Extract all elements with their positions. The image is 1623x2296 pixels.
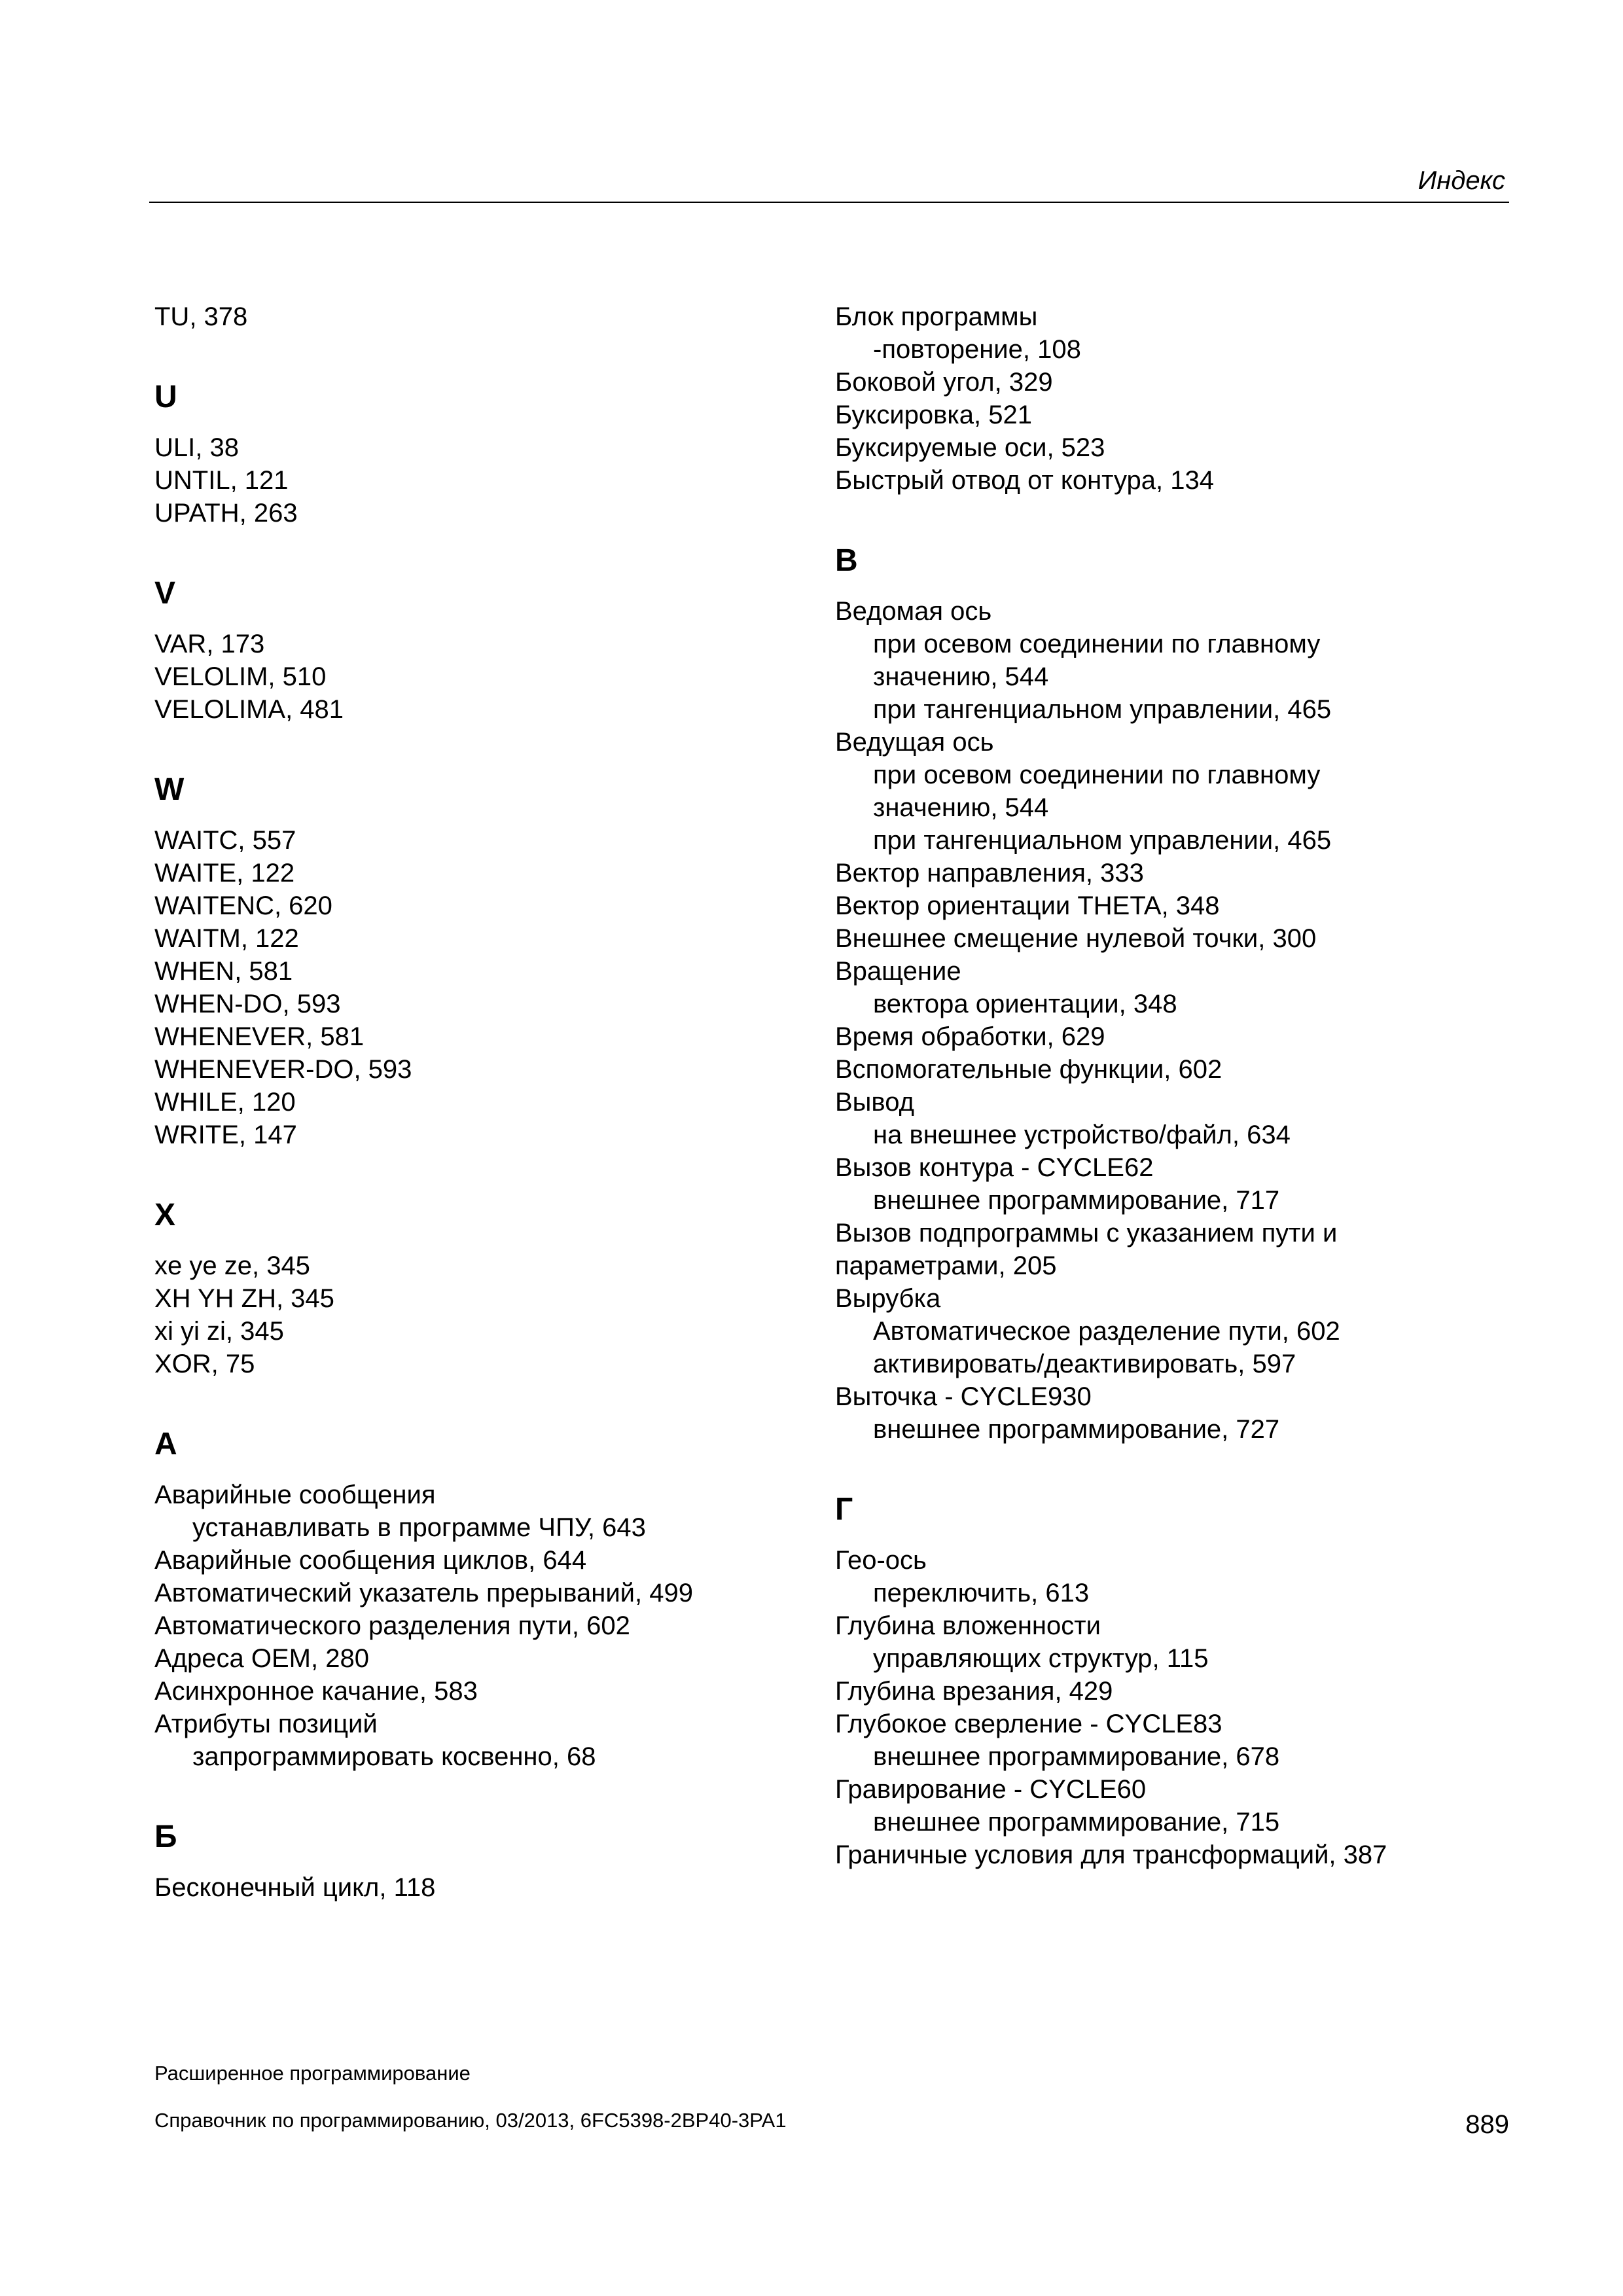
index-entry: Адреса OEM, 280	[154, 1644, 369, 1673]
index-entry: Аварийные сообщения циклов, 644	[154, 1546, 587, 1575]
index-subentry: при тангенциальном управлении, 465	[873, 826, 1332, 855]
page-number: 889	[1465, 2110, 1509, 2139]
index-entry: WHENEVER, 581	[154, 1022, 365, 1051]
index-subentry: Автоматическое разделение пути, 602	[873, 1317, 1340, 1346]
index-subentry: при тангенциальном управлении, 465	[873, 695, 1332, 724]
index-subentry: переключить, 613	[873, 1579, 1090, 1607]
index-subentry: внешнее программирование, 715	[873, 1808, 1280, 1837]
index-entry: Граничные условия для трансформаций, 387	[835, 1840, 1387, 1869]
index-entry: Вырубка	[835, 1284, 941, 1313]
index-entry: Вектор ориентации THETA, 348	[835, 891, 1220, 920]
index-entry: Атрибуты позиций	[154, 1710, 378, 1738]
index-subentry: внешнее программирование, 717	[873, 1186, 1280, 1215]
index-subentry: при осевом соединении по главному	[873, 630, 1321, 658]
index-entry: VAR, 173	[154, 630, 265, 658]
index-entry: xe ye ze, 345	[154, 1251, 310, 1280]
index-subentry: при осевом соединении по главному	[873, 761, 1321, 789]
index-entry: WHEN-DO, 593	[154, 990, 341, 1018]
index-entry: WHENEVER-DO, 593	[154, 1055, 412, 1084]
footer-document-title: Расширенное программирование	[154, 2062, 471, 2085]
index-subentry: на внешнее устройство/файл, 634	[873, 1121, 1291, 1149]
index-entry: Быстрый отвод от контура, 134	[835, 466, 1214, 495]
index-entry: Автоматический указатель прерываний, 499	[154, 1579, 693, 1607]
index-entry: Вывод	[835, 1088, 914, 1117]
index-entry: WHILE, 120	[154, 1088, 296, 1117]
index-entry: Блок программы	[835, 302, 1038, 331]
index-entry: XOR, 75	[154, 1350, 255, 1378]
index-subentry: -повторение, 108	[873, 335, 1081, 364]
index-entry: параметрами, 205	[835, 1251, 1057, 1280]
index-column-left	[154, 300, 809, 1904]
index-entry: Гео-ось	[835, 1546, 927, 1575]
index-subentry: запрограммировать косвенно, 68	[192, 1742, 596, 1771]
index-entry: xi yi zi, 345	[154, 1317, 284, 1346]
index-entry: Выточка - CYCLE930	[835, 1382, 1092, 1411]
index-entry: TU, 378	[154, 302, 248, 331]
footer-document-info: Справочник по программированию, 03/2013, 6FC5398-2BP40-3PA1	[154, 2109, 787, 2132]
index-letter-heading: V	[154, 576, 176, 611]
index-entry: Глубина вложенности	[835, 1611, 1101, 1640]
index-entry: Вызов подпрограммы с указанием пути и	[835, 1219, 1338, 1247]
index-entry: Вектор направления, 333	[835, 859, 1144, 888]
index-entry: WAITC, 557	[154, 826, 296, 855]
index-subentry: внешнее программирование, 678	[873, 1742, 1280, 1771]
index-entry: Глубокое сверление - CYCLE83	[835, 1710, 1222, 1738]
index-entry: Внешнее смещение нулевой точки, 300	[835, 924, 1317, 953]
index-letter-heading: W	[154, 772, 185, 807]
index-entry: Время обработки, 629	[835, 1022, 1105, 1051]
index-subentry: устанавливать в программе ЧПУ, 643	[192, 1513, 646, 1542]
index-entry: Вспомогательные функции, 602	[835, 1055, 1222, 1084]
index-entry: Буксируемые оси, 523	[835, 433, 1105, 462]
index-subentry: значению, 544	[873, 793, 1049, 822]
index-entry: WRITE, 147	[154, 1121, 297, 1149]
index-entry: Автоматического разделения пути, 602	[154, 1611, 630, 1640]
index-entry: Гравирование - CYCLE60	[835, 1775, 1147, 1804]
index-entry: WAITM, 122	[154, 924, 299, 953]
index-entry: UPATH, 263	[154, 499, 298, 528]
index-entry: WAITE, 122	[154, 859, 295, 888]
index-entry: Ведущая ось	[835, 728, 994, 757]
header-title: Индекс	[1418, 166, 1505, 195]
index-subentry: активировать/деактивировать, 597	[873, 1350, 1296, 1378]
index-entry: ULI, 38	[154, 433, 239, 462]
index-subentry: значению, 544	[873, 662, 1049, 691]
index-subentry: управляющих структур, 115	[873, 1644, 1209, 1673]
index-entry: VELOLIMA, 481	[154, 695, 344, 724]
index-entry: Боковой угол, 329	[835, 368, 1053, 397]
index-entry: XH YH ZH, 345	[154, 1284, 334, 1313]
index-letter-heading: Г	[835, 1492, 853, 1527]
index-column-right	[835, 300, 1489, 1871]
index-entry: Бесконечный цикл, 118	[154, 1873, 436, 1902]
index-entry: UNTIL, 121	[154, 466, 289, 495]
index-entry: Асинхронное качание, 583	[154, 1677, 478, 1706]
index-entry: Ведомая ось	[835, 597, 992, 626]
index-letter-heading: X	[154, 1198, 176, 1232]
index-entry: Буксировка, 521	[835, 401, 1032, 429]
index-letter-heading: В	[835, 543, 858, 578]
index-subentry: внешнее программирование, 727	[873, 1415, 1280, 1444]
index-letter-heading: U	[154, 380, 177, 414]
index-entry: Аварийные сообщения	[154, 1480, 436, 1509]
page-header	[149, 164, 1509, 203]
index-subentry: вектора ориентации, 348	[873, 990, 1177, 1018]
index-entry: Вызов контура - CYCLE62	[835, 1153, 1154, 1182]
index-letter-heading: А	[154, 1427, 177, 1462]
index-entry: Глубина врезания, 429	[835, 1677, 1113, 1706]
index-letter-heading: Б	[154, 1820, 177, 1854]
index-entry: VELOLIM, 510	[154, 662, 327, 691]
index-entry: Вращение	[835, 957, 961, 986]
index-entry: WHEN, 581	[154, 957, 293, 986]
index-entry: WAITENC, 620	[154, 891, 332, 920]
